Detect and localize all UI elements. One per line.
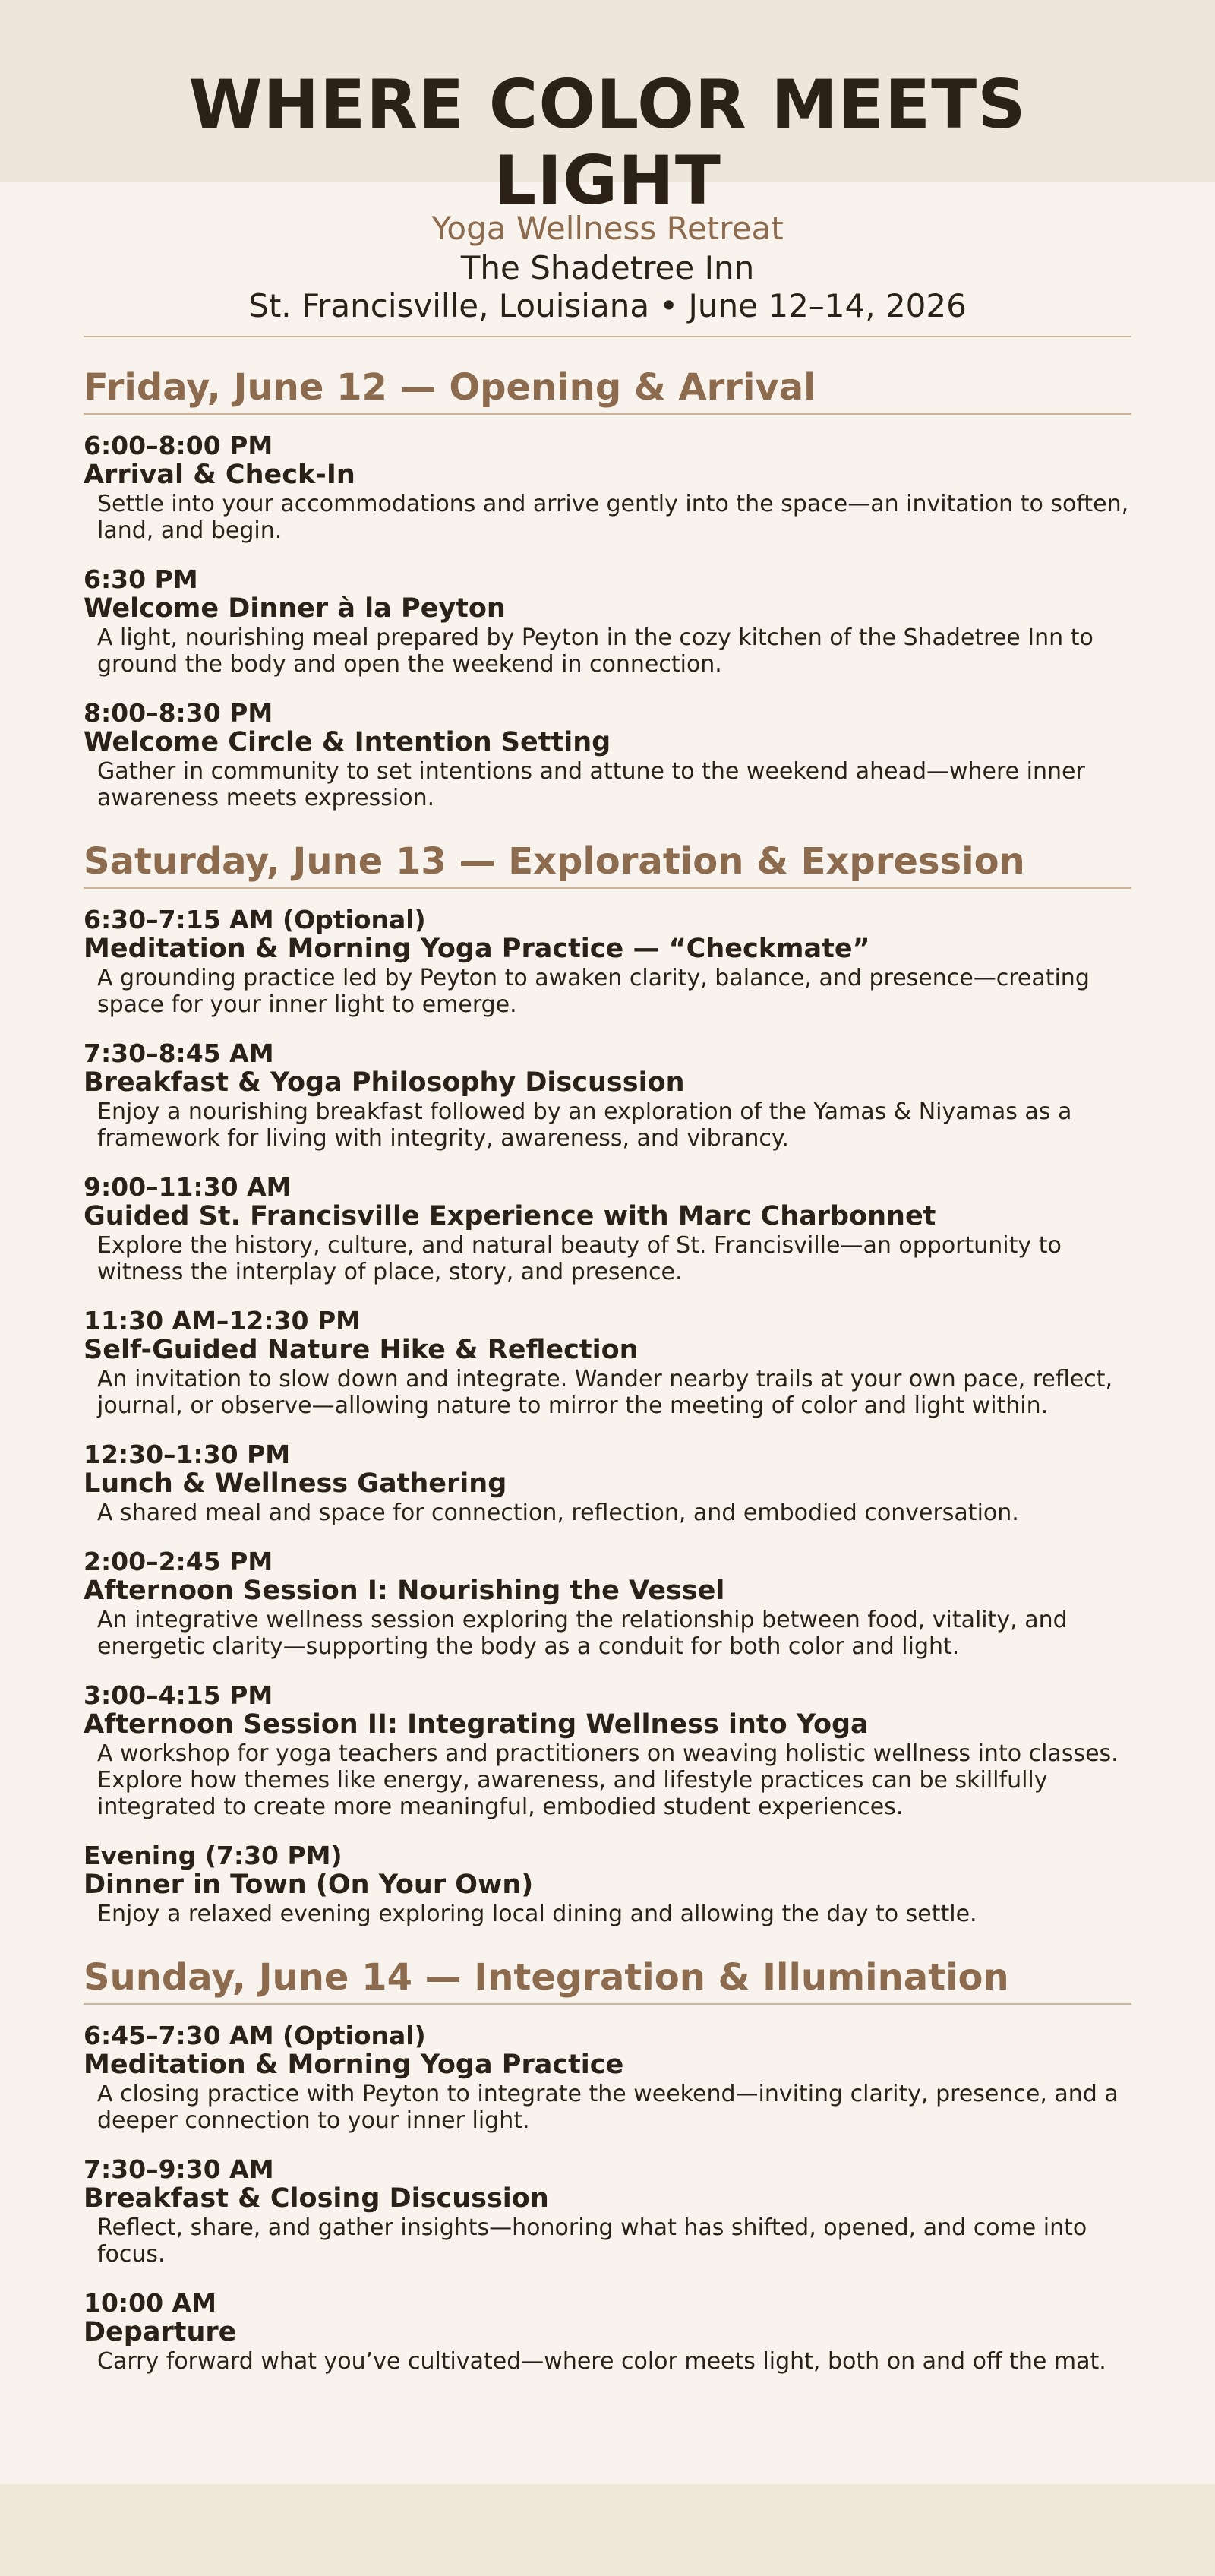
- event-item: [84, 1681, 1131, 1820]
- event-title: Breakfast & Closing Discussion: [84, 2183, 549, 2214]
- day-section: [84, 1955, 1131, 2375]
- event-time: 8:00–8:30 PM: [84, 698, 273, 728]
- day-heading: Saturday, June 13 — Exploration & Expression: [84, 839, 1131, 889]
- event-item: [84, 1440, 1131, 1526]
- event-title: Meditation & Morning Yoga Practice: [84, 2050, 624, 2080]
- event-description: A workshop for yoga teachers and practitioners on weaving holistic wellness into classes. Explore how themes like energy, awareness, and lifestyle practices can be skillfully integrated to create more meaningful, embodied student experiences.: [97, 1740, 1119, 1820]
- event-item: [84, 699, 1131, 811]
- event-description: An integrative wellness session exploring the relationship between food, vitality, and energetic clarity—supporting the body as a conduit for both color and light.: [97, 1607, 1068, 1660]
- event-item: [84, 1039, 1131, 1152]
- event-description: A light, nourishing meal prepared by Peyton in the cozy kitchen of the Shadetree Inn to ground the body and open the weekend in connection.: [97, 624, 1094, 678]
- event-time: 6:30 PM: [84, 564, 198, 594]
- event-description: An invitation to slow down and integrate. Wander nearby trails at your own pace, reflect, journal, or observe—allowing nature to mirror the meeting of color and light within.: [97, 1366, 1112, 1419]
- day-heading: Friday, June 12 — Opening & Arrival: [84, 365, 1131, 415]
- event-time: 6:00–8:00 PM: [84, 431, 273, 460]
- venue-name: The Shadetree Inn: [460, 249, 755, 286]
- event-title: Self-Guided Nature Hike & Reflection: [84, 1335, 639, 1365]
- event-description: Enjoy a relaxed evening exploring local dining and allowing the day to settle.: [97, 1901, 977, 1927]
- location-dates: St. Francisville, Louisiana • June 12–14, 2026: [248, 287, 967, 324]
- event-title: Guided St. Francisville Experience with Marc Charbonnet: [84, 1201, 936, 1231]
- event-item: [84, 2289, 1131, 2375]
- event-description: Enjoy a nourishing breakfast followed by an exploration of the Yamas & Niyamas as a framework for living with integrity, awareness, and vibrancy.: [97, 1098, 1072, 1152]
- event-title: Breakfast & Yoga Philosophy Discussion: [84, 1067, 685, 1098]
- event-time: 7:30–9:30 AM: [84, 2154, 274, 2184]
- event-time: 6:45–7:30 AM (Optional): [84, 2021, 426, 2050]
- day-section: [84, 839, 1131, 1927]
- event-description: Explore the history, culture, and natural beauty of St. Francisville—an opportunity to witness the interplay of place, story, and presence.: [97, 1232, 1062, 1285]
- event-time: 9:00–11:30 AM: [84, 1172, 292, 1202]
- event-title: Welcome Circle & Intention Setting: [84, 727, 611, 757]
- event-title: Meditation & Morning Yoga Practice — “Checkmate”: [84, 934, 870, 964]
- event-description: Reflect, share, and gather insights—honoring what has shifted, opened, and come into focus.: [97, 2214, 1087, 2268]
- event-item: [84, 1841, 1131, 1927]
- event-time: 6:30–7:15 AM (Optional): [84, 905, 426, 934]
- event-item: [84, 2021, 1131, 2134]
- event-title: Dinner in Town (On Your Own): [84, 1870, 534, 1900]
- event-description: Settle into your accommodations and arrive gently into the space—an invitation to soften, land, and begin.: [97, 491, 1129, 544]
- event-list: [84, 2021, 1131, 2375]
- footer-band: [0, 2484, 1215, 2576]
- event-time: 12:30–1:30 PM: [84, 1440, 291, 1469]
- schedule: [84, 365, 1131, 2375]
- header: [84, 67, 1131, 337]
- event-title: Welcome Dinner à la Peyton: [84, 593, 506, 624]
- event-item: [84, 1173, 1131, 1285]
- event-time: 7:30–8:45 AM: [84, 1038, 274, 1068]
- event-list: [84, 906, 1131, 1927]
- event-title: Afternoon Session II: Integrating Wellness into Yoga: [84, 1709, 869, 1740]
- event-time: 11:30 AM–12:30 PM: [84, 1306, 361, 1335]
- event-time: 2:00–2:45 PM: [84, 1547, 273, 1576]
- day-heading: Sunday, June 14 — Integration & Illumination: [84, 1955, 1131, 2005]
- event-title: Lunch & Wellness Gathering: [84, 1468, 507, 1499]
- event-item: [84, 906, 1131, 1018]
- event-description: Carry forward what you’ve cultivated—where color meets light, both on and off the mat.: [97, 2348, 1106, 2375]
- event-description: A shared meal and space for connection, reflection, and embodied conversation.: [97, 1500, 1019, 1526]
- event-description: Gather in community to set intentions and attune to the weekend ahead—where inner awareness meets expression.: [97, 758, 1085, 811]
- event-item: [84, 1307, 1131, 1419]
- itinerary: [84, 67, 1131, 2382]
- event-title: Arrival & Check-In: [84, 460, 355, 490]
- event-title: Afternoon Session I: Nourishing the Vessel: [84, 1576, 725, 1606]
- page-title: WHERE COLOR MEETS LIGHT: [188, 65, 1027, 220]
- event-item: [84, 1547, 1131, 1660]
- event-time: 10:00 AM: [84, 2288, 216, 2318]
- event-description: A grounding practice led by Peyton to awaken clarity, balance, and presence—creating space for your inner light to emerge.: [97, 965, 1090, 1018]
- event-item: [84, 565, 1131, 678]
- day-section: [84, 365, 1131, 811]
- event-list: [84, 431, 1131, 811]
- event-description: A closing practice with Peyton to integrate the weekend—inviting clarity, presence, and a deeper connection to your inner light.: [97, 2081, 1119, 2134]
- page-subtitle: Yoga Wellness Retreat: [431, 210, 784, 247]
- header-divider: [84, 336, 1131, 337]
- event-title: Departure: [84, 2317, 237, 2347]
- event-item: [84, 2155, 1131, 2268]
- event-time: 3:00–4:15 PM: [84, 1680, 273, 1710]
- event-time: Evening (7:30 PM): [84, 1841, 342, 1870]
- event-item: [84, 431, 1131, 544]
